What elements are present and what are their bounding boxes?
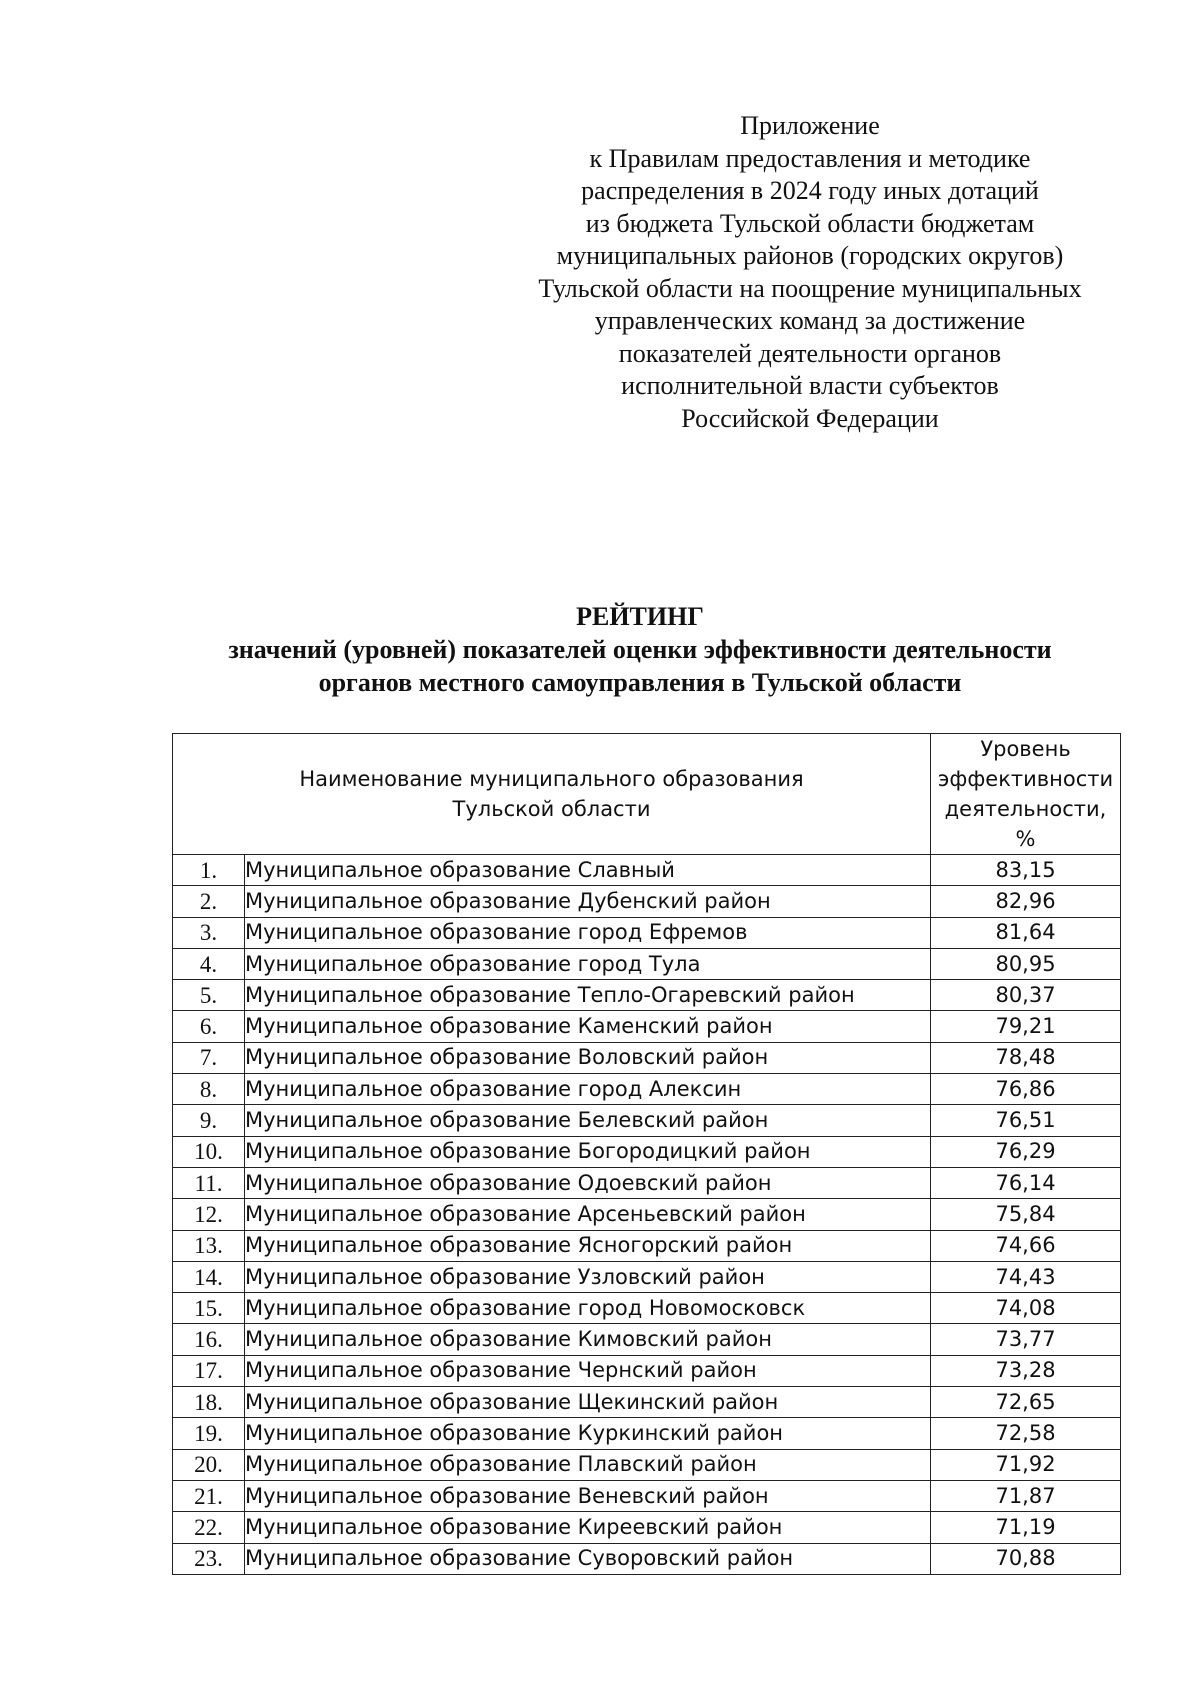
- header-name-line: Наименование муниципального образования: [299, 767, 804, 791]
- table-body: [173, 855, 1121, 1575]
- appendix-line: распределения в 2024 году иных дотаций: [581, 176, 1039, 205]
- table-row: [173, 1199, 1121, 1230]
- rating-table: [172, 733, 1121, 1575]
- appendix-line: исполнительной власти субъектов: [621, 371, 999, 400]
- table-row: [173, 1418, 1121, 1449]
- efficiency-value: 80,37: [931, 980, 1121, 1011]
- title-heading: РЕЙТИНГ: [576, 602, 704, 631]
- municipality-name: Муниципальное образование Ясногорский район: [245, 1230, 931, 1261]
- efficiency-value: 75,84: [931, 1199, 1121, 1230]
- municipality-name: Муниципальное образование город Новомосковск: [245, 1293, 931, 1324]
- efficiency-value: 80,95: [931, 948, 1121, 979]
- appendix-line: показателей деятельности органов: [618, 338, 1002, 368]
- document-title: [140, 600, 1140, 699]
- table-row: [173, 1480, 1121, 1511]
- municipality-name: Муниципальное образование Богородицкий район: [245, 1136, 931, 1167]
- appendix-line: к Правилам предоставления и методике: [589, 143, 1031, 173]
- header-value-cell: [931, 734, 1121, 855]
- row-number: 16.: [173, 1324, 245, 1355]
- efficiency-value: 74,66: [931, 1230, 1121, 1261]
- header-name-cell: [173, 734, 931, 855]
- efficiency-value: 74,08: [931, 1293, 1121, 1324]
- row-number: 23.: [173, 1543, 245, 1574]
- efficiency-value: 76,86: [931, 1074, 1121, 1105]
- header-value-line: Уровень: [980, 737, 1071, 761]
- efficiency-value: 73,28: [931, 1355, 1121, 1386]
- table-row: [173, 1543, 1121, 1574]
- table-row: [173, 917, 1121, 948]
- appendix-line: Российской Федерации: [681, 403, 939, 433]
- efficiency-value: 79,21: [931, 1011, 1121, 1042]
- efficiency-value: 83,15: [931, 855, 1121, 886]
- municipality-name: Муниципальное образование Киреевский район: [245, 1512, 931, 1543]
- row-number: 11.: [173, 1167, 245, 1198]
- table-row: [173, 1293, 1121, 1324]
- municipality-name: Муниципальное образование Тепло-Огаревский район: [245, 980, 931, 1011]
- row-number: 12.: [173, 1199, 245, 1230]
- table-row: [173, 1105, 1121, 1136]
- header-value-line: эффективности: [937, 767, 1114, 791]
- table-row: [173, 1042, 1121, 1073]
- table-row: [173, 1230, 1121, 1261]
- row-number: 10.: [173, 1136, 245, 1167]
- row-number: 14.: [173, 1261, 245, 1292]
- efficiency-value: 82,96: [931, 886, 1121, 917]
- municipality-name: Муниципальное образование Арсеньевский район: [245, 1199, 931, 1230]
- row-number: 17.: [173, 1355, 245, 1386]
- municipality-name: Муниципальное образование город Ефремов: [245, 917, 931, 948]
- appendix-line: из бюджета Тульской области бюджетам: [585, 208, 1035, 238]
- municipality-name: Муниципальное образование Одоевский район: [245, 1167, 931, 1198]
- efficiency-value: 78,48: [931, 1042, 1121, 1073]
- municipality-name: Муниципальное образование Узловский район: [245, 1261, 931, 1292]
- table-row: [173, 1136, 1121, 1167]
- efficiency-value: 72,58: [931, 1418, 1121, 1449]
- table-row: [173, 980, 1121, 1011]
- row-number: 4.: [173, 948, 245, 979]
- row-number: 6.: [173, 1011, 245, 1042]
- row-number: 8.: [173, 1074, 245, 1105]
- appendix-line: муниципальных районов (городских округов): [556, 241, 1064, 270]
- municipality-name: Муниципальное образование Славный: [245, 855, 931, 886]
- table-row: [173, 1324, 1121, 1355]
- row-number: 20.: [173, 1449, 245, 1480]
- efficiency-value: 76,51: [931, 1105, 1121, 1136]
- row-number: 9.: [173, 1105, 245, 1136]
- row-number: 5.: [173, 980, 245, 1011]
- efficiency-value: 71,92: [931, 1449, 1121, 1480]
- appendix-line: управленческих команд за достижение: [594, 306, 1026, 335]
- table-row: [173, 886, 1121, 917]
- municipality-name: Муниципальное образование Куркинский район: [245, 1418, 931, 1449]
- municipality-name: Муниципальное образование Плавский район: [245, 1449, 931, 1480]
- table-row: [173, 1449, 1121, 1480]
- row-number: 15.: [173, 1293, 245, 1324]
- row-number: 19.: [173, 1418, 245, 1449]
- row-number: 22.: [173, 1512, 245, 1543]
- header-value-line: %: [1015, 827, 1036, 851]
- efficiency-value: 76,14: [931, 1167, 1121, 1198]
- municipality-name: Муниципальное образование Каменский район: [245, 1011, 931, 1042]
- efficiency-value: 72,65: [931, 1387, 1121, 1418]
- row-number: 13.: [173, 1230, 245, 1261]
- row-number: 2.: [173, 886, 245, 917]
- table-row: [173, 855, 1121, 886]
- row-number: 7.: [173, 1042, 245, 1073]
- table-row: [173, 1387, 1121, 1418]
- header-name-line: Тульской области: [452, 797, 651, 821]
- municipality-name: Муниципальное образование Белевский район: [245, 1105, 931, 1136]
- efficiency-value: 74,43: [931, 1261, 1121, 1292]
- municipality-name: Муниципальное образование Веневский район: [245, 1480, 931, 1511]
- municipality-name: Муниципальное образование Щекинский район: [245, 1387, 931, 1418]
- municipality-name: Муниципальное образование город Тула: [245, 948, 931, 979]
- table-header-row: [173, 734, 1121, 855]
- efficiency-value: 71,19: [931, 1512, 1121, 1543]
- table-row: [173, 1167, 1121, 1198]
- municipality-name: Муниципальное образование город Алексин: [245, 1074, 931, 1105]
- table-row: [173, 1512, 1121, 1543]
- table-row: [173, 1355, 1121, 1386]
- table-row: [173, 948, 1121, 979]
- table-row: [173, 1074, 1121, 1105]
- municipality-name: Муниципальное образование Кимовский район: [245, 1324, 931, 1355]
- efficiency-value: 70,88: [931, 1543, 1121, 1574]
- header-value-line: деятельности,: [944, 797, 1107, 821]
- efficiency-value: 71,87: [931, 1480, 1121, 1511]
- efficiency-value: 76,29: [931, 1136, 1121, 1167]
- municipality-name: Муниципальное образование Дубенский район: [245, 886, 931, 917]
- appendix-line: Тульской области на поощрение муниципальных: [538, 273, 1082, 303]
- row-number: 21.: [173, 1480, 245, 1511]
- appendix-line: Приложение: [740, 111, 880, 140]
- efficiency-value: 81,64: [931, 917, 1121, 948]
- title-subtitle-line: органов местного самоуправления в Тульской области: [318, 668, 962, 697]
- municipality-name: Муниципальное образование Чернский район: [245, 1355, 931, 1386]
- row-number: 18.: [173, 1387, 245, 1418]
- row-number: 1.: [173, 855, 245, 886]
- table-row: [173, 1011, 1121, 1042]
- row-number: 3.: [173, 917, 245, 948]
- efficiency-value: 73,77: [931, 1324, 1121, 1355]
- municipality-name: Муниципальное образование Воловский район: [245, 1042, 931, 1073]
- municipality-name: Муниципальное образование Суворовский район: [245, 1543, 931, 1574]
- title-subtitle-line: значений (уровней) показателей оценки эффективности деятельности: [228, 635, 1052, 664]
- table-row: [173, 1261, 1121, 1292]
- appendix-block: [500, 110, 1120, 435]
